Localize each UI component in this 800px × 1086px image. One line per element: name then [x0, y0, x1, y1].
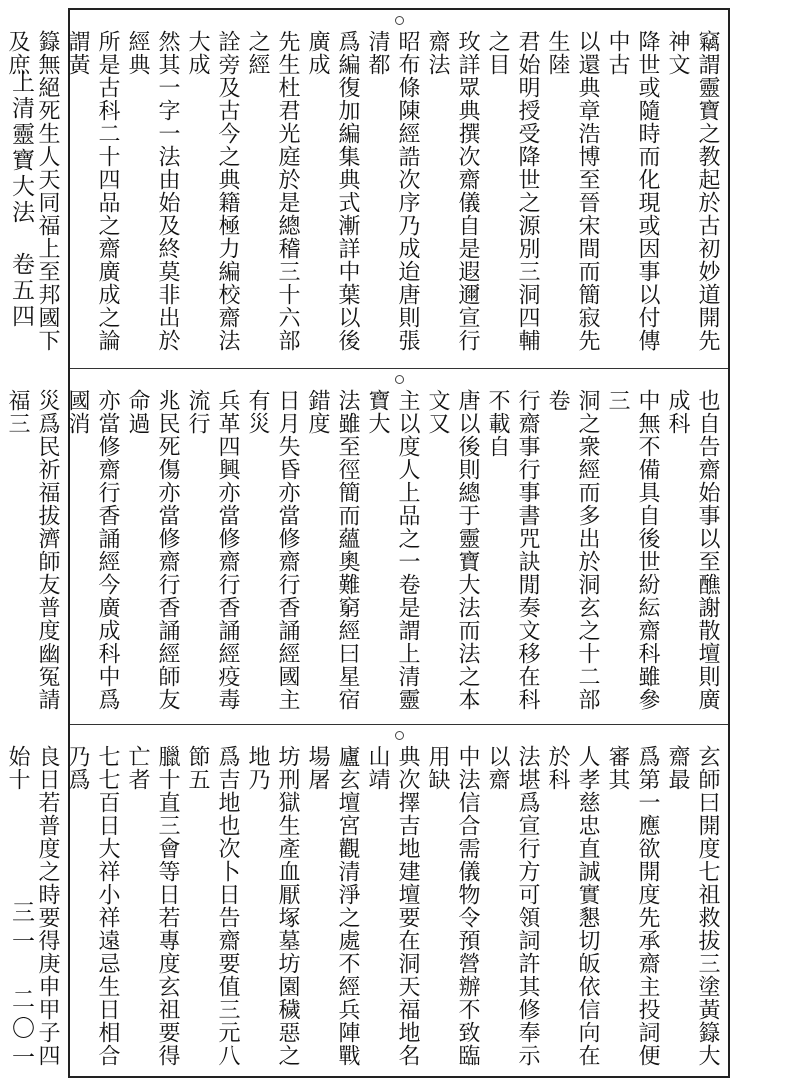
text-column: 人孝慈忠直誠實懇切皈依信向在於科: [545, 745, 600, 1067]
text-column: 七七百日大祥小祥遠忌生日相合乃爲: [65, 745, 120, 1067]
text-column: 玫詳眾典撰次齋儀自是遐邇宣行齋法: [425, 30, 480, 352]
text-column: 籙無絕死生人天同福上至邦國下及庶: [5, 30, 60, 352]
text-column: 洞之衆經而多出於洞玄之十二部卷: [545, 389, 600, 711]
text-column: 災爲民祈福拔濟師友普度幽冤請福三: [5, 389, 60, 711]
text-column: 降世或隨時而化現或因事以付傳中古: [605, 30, 660, 352]
text-column: 坊刑獄生產血厭塚墓坊園穢惡之地乃: [245, 745, 300, 1067]
text-column: 所是古科二十四品之齋廣成之論謂黃: [65, 30, 120, 352]
text-column: 竊謂靈寶之教起於古初妙道開先神文: [665, 30, 720, 352]
text-column: 也自告齋始事以至醮謝散壇則廣成科: [665, 389, 720, 711]
circle-mark-icon: [395, 731, 404, 740]
text-column: 昭布條陳經誥次序乃成迨唐則張清都: [365, 30, 420, 352]
running-title: 上清靈寶大法 卷五四: [8, 70, 34, 330]
text-column: 詮旁及古今之典籍極力編校齋法大成: [185, 30, 240, 352]
text-column: 以還典章浩博至晉宋間而簡寂先生陸: [545, 30, 600, 352]
text-column: 主以度人上品之一卷是謂上清靈寶大: [365, 389, 420, 711]
text-column: 法雖至徑簡而蘊奧難窮經曰星宿錯度: [305, 389, 360, 711]
text-column: 日月失昏亦當修齋行香誦經國主有災: [245, 389, 300, 711]
text-column: 廬玄壇宮觀清淨之處不經兵陣戰場屠: [305, 745, 360, 1067]
text-column: 爲吉地也次卜日告齋要值三元八節五: [185, 745, 240, 1067]
text-column: 爲編復加編集典式漸詳中葉以後廣成: [305, 30, 360, 352]
text-column: 中無不備具自後世紛紜齋科雖參三: [605, 389, 660, 711]
text-column: 唐以後則總于靈寶大法而法之本文又: [425, 389, 480, 711]
circle-mark-icon: [395, 375, 404, 384]
text-column: 中法信合需儀物令預營辦不致臨用缺: [425, 745, 480, 1067]
circle-mark-icon: [395, 16, 404, 25]
text-column: 法堪爲宣行方可領詞許其修奉示以齋: [485, 745, 540, 1067]
text-columns: [5, 389, 722, 716]
text-column: 君始明授受降世之源別三洞四輔之目: [485, 30, 540, 352]
text-column: 兵革四興亦當修齋行香誦經疫毒流行: [185, 389, 240, 711]
text-column: 爲第一應欲開度先承齋主投詞便審其: [605, 745, 660, 1067]
text-column: 先生杜君光庭於是總稽三十六部之經: [245, 30, 300, 352]
text-panel-middle: [5, 368, 728, 724]
text-column: 兆民死傷亦當修齋行香誦經師友命過: [125, 389, 180, 711]
text-column: 良日若普度之時要得庚申甲子四始十: [5, 745, 60, 1067]
text-column: 行齋事行事書咒訣閒奏文移在科不載自: [485, 389, 540, 711]
page-number: 三一 二〇一: [8, 900, 34, 1074]
text-column: 亦當修齋行香誦經今廣成科中爲國消: [65, 389, 120, 711]
text-column: 典次擇吉地建壇要在洞天福地名山靖: [365, 745, 420, 1067]
text-column: 玄師曰開度七祖救拔三塗黃籙大齋最: [665, 745, 720, 1067]
text-column: 然其一字一法由始及終莫非出於經典: [125, 30, 180, 352]
text-column: 臘十直三會等日若專度玄祖要得亡者: [125, 745, 180, 1067]
